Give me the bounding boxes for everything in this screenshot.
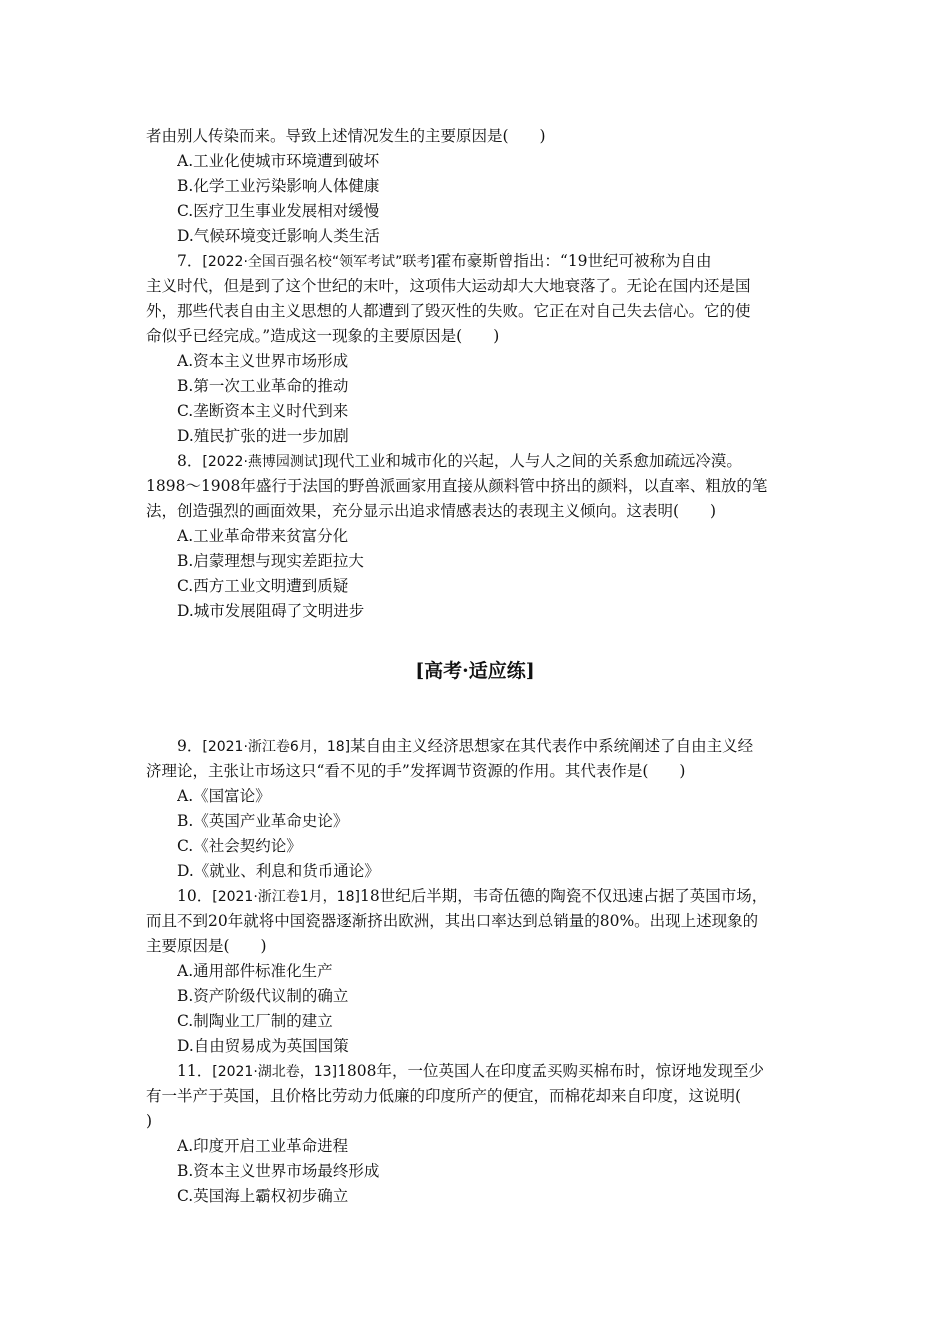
q11-stem-line3: ): [146, 1112, 153, 1130]
q7-option-a: A.资本主义世界市场形成: [177, 352, 349, 370]
q7-stem-text1: 霍布豪斯曾指出：“19世纪可被称为自由: [435, 252, 712, 270]
q9-option-d: D.《就业、利息和货币通论》: [177, 862, 380, 880]
q6-option-a: A.工业化使城市环境遭到破坏: [177, 152, 380, 170]
section-title: [高考·适应练]: [415, 660, 535, 682]
q10-option-c: C.制陶业工厂制的建立: [177, 1012, 333, 1030]
q9-stem-line2: 济理论，主张让市场这只“看不见的手”发挥调节资源的作用。其代表作是( ): [146, 762, 686, 780]
q8-number: 8．: [177, 452, 203, 470]
q10-number: 10．: [177, 887, 213, 905]
q7-stem-line3: 外，那些代表自由主义思想的人都遭到了毁灭性的失败。它正在对自己失去信心。它的使: [146, 302, 751, 320]
q10-stem-text1: 18世纪后半期，韦奇伍德的陶瓷不仅迅速占据了英国市场，: [359, 887, 768, 905]
q6-option-b: B.化学工业污染影响人体健康: [177, 177, 380, 195]
q9-option-b: B.《英国产业革命史论》: [177, 812, 349, 830]
q9-source: [2021·浙江卷6月，18]: [202, 739, 351, 755]
q6-option-c: C.医疗卫生事业发展相对缓慢: [177, 202, 380, 220]
q7-option-b: B.第一次工业革命的推动: [177, 377, 349, 395]
q10-option-d: D.自由贸易成为英国国策: [177, 1037, 349, 1055]
q9-option-c: C.《社会契约论》: [177, 837, 302, 855]
q7-number: 7．: [177, 252, 203, 270]
q11-stem-line1: [177, 1059, 849, 1085]
q9-number: 9．: [177, 737, 203, 755]
q11-source: [2021·湖北卷，13]: [212, 1064, 338, 1080]
q9-option-a: A.《国富论》: [177, 787, 271, 805]
q7-stem-line2: 主义时代，但是到了这个世纪的末叶，这项伟大运动却大大地衰落了。无论在国内还是国: [146, 277, 751, 295]
q8-stem-line3: 法，创造强烈的画面效果，充分显示出追求情感表达的表现主义倾向。这表明( ): [146, 502, 717, 520]
q11-option-c: C.英国海上霸权初步确立: [177, 1187, 349, 1205]
q7-stem-line4: 命似乎已经完成。”造成这一现象的主要原因是( ): [146, 327, 500, 345]
q8-stem-text1: 现代工业和城市化的兴起，人与人之间的关系愈加疏远冷漠。: [323, 452, 742, 470]
q9-stem-line1: [177, 734, 849, 760]
q8-option-a: A.工业革命带来贫富分化: [177, 527, 349, 545]
q7-stem-line1: [177, 249, 849, 275]
q11-stem-line2: 有一半产于英国，且价格比劳动力低廉的印度所产的便宜，而棉花却来自印度，这说明(: [146, 1087, 742, 1105]
q6-option-d: D.气候环境变迁影响人类生活: [177, 227, 380, 245]
q11-option-b: B.资本主义世界市场最终形成: [177, 1162, 380, 1180]
q11-number: 11．: [177, 1062, 213, 1080]
q10-option-b: B.资产阶级代议制的确立: [177, 987, 349, 1005]
q11-option-a: A.印度开启工业革命进程: [177, 1137, 349, 1155]
q10-source: [2021·浙江卷1月，18]: [212, 889, 360, 905]
q8-option-c: C.西方工业文明遭到质疑: [177, 577, 349, 595]
q11-stem-text1: 1808年，一位英国人在印度孟买购买棉布时，惊讶地发现至少: [337, 1062, 765, 1080]
q7-option-d: D.殖民扩张的进一步加剧: [177, 427, 349, 445]
q9-stem-text1: 某自由主义经济思想家在其代表作中系统阐述了自由主义经: [350, 737, 754, 755]
q8-stem-line2: 1898～1908年盛行于法国的野兽派画家用直接从颜料管中挤出的颜料，以直率、粗放的笔: [146, 477, 768, 495]
q8-option-d: D.城市发展阻碍了文明进步: [177, 602, 365, 620]
q7-source: [2022·全国百强名校“领军考试”联考]: [202, 254, 436, 270]
q10-stem-line3: 主要原因是( ): [146, 937, 267, 955]
q8-stem-line1: [177, 449, 849, 475]
q8-source: [2022·燕博园测试]: [202, 454, 324, 470]
q7-option-c: C.垄断资本主义时代到来: [177, 402, 349, 420]
q10-stem-line1: [177, 884, 849, 910]
q10-stem-line2: 而且不到20年就将中国瓷器逐渐挤出欧洲，其出口率达到总销量的80%。出现上述现象的: [146, 912, 759, 930]
q8-option-b: B.启蒙理想与现实差距拉大: [177, 552, 364, 570]
q6-stem-tail: 者由别人传染而来。导致上述情况发生的主要原因是( ): [146, 127, 546, 145]
q10-option-a: A.通用部件标准化生产: [177, 962, 333, 980]
